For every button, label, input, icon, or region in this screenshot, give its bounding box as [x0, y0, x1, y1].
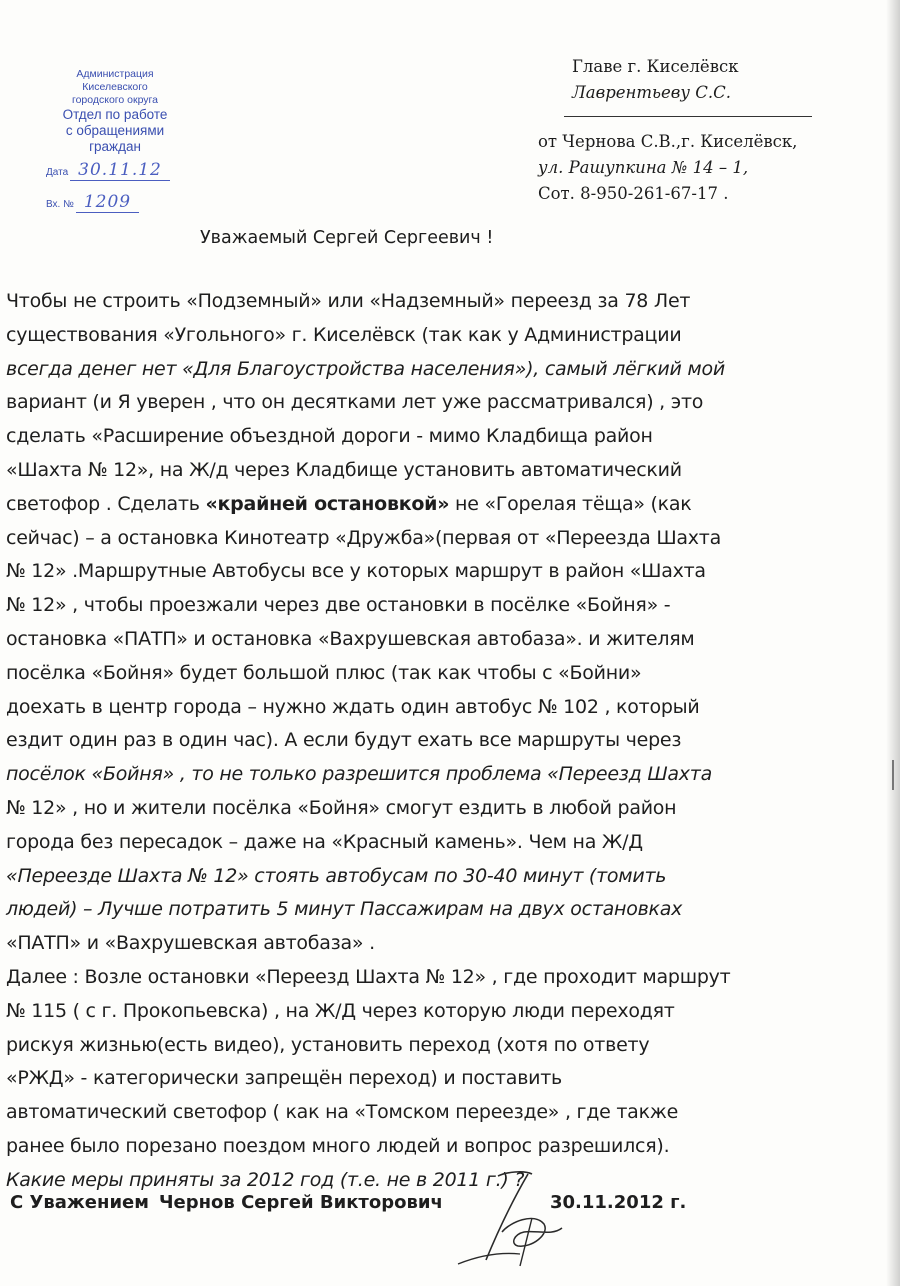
addressee-block — [538, 54, 838, 207]
body-line: посёлка «Бойня» будет большой плюс (так как чтобы с «Бойни» — [6, 661, 642, 684]
body-line: людей) – Лучше потратить 5 минут Пассажирам на двух остановках — [6, 898, 683, 921]
body-line: «Переезде Шахта № 12» стоять автобусам по 30-40 минут (томить — [6, 864, 667, 887]
body-text-run: светофор . Сделать — [6, 492, 206, 515]
closing-name: Чернов Сергей Викторович — [158, 1192, 443, 1213]
stamp-line: городского округа — [71, 94, 158, 106]
sender-phone: Сот. 8-950-261-67-17 . — [538, 184, 729, 203]
stamp-department: с обращениями — [65, 123, 165, 138]
body-line: № 12» .Маршрутные Автобусы все у которых маршрут в район «Шахта — [6, 560, 706, 583]
sender-address: ул. Рашупкина № 14 – 1, — [538, 158, 749, 177]
body-line: «Шахта № 12», на Ж/д через Кладбище установить автоматический — [6, 458, 682, 481]
body-line: Чтобы не строить «Подземный» или «Надземный» переезд за 78 Лет — [6, 290, 691, 312]
salutation: Уважаемый Сергей Сергеевич ! — [200, 228, 494, 248]
stamp-number-row — [46, 192, 196, 212]
body-line: доехать в центр города – нужно ждать один автобус № 102 , который — [6, 695, 700, 718]
body-line: № 12» , чтобы проезжали через две остановки в посёлке «Бойня» - — [6, 594, 671, 617]
stamp-number-label: Вх. № — [46, 199, 74, 210]
body-line: ранее было порезано поездом много людей и вопрос разрешился). — [6, 1134, 670, 1157]
body-line: «ПАТП» и «Вахрушевская автобаза» . — [6, 932, 375, 955]
addressee-line: Главе г. Киселёвск — [572, 57, 739, 76]
body-line: существования «Угольного» г. Киселёвск (так как у Администрации — [6, 323, 682, 346]
stamp-date-value: 30.11.12 — [70, 160, 170, 181]
body-line: города без пересадок – даже на «Красный камень». Чем на Ж/Д — [6, 830, 643, 853]
body-line: ездит один раз в один час). А если будут ехать все маршруты через — [6, 729, 682, 752]
registration-stamp — [40, 68, 190, 218]
body-text-run: не «Горелая тёща» (как — [449, 492, 692, 515]
stamp-date-row — [46, 160, 196, 180]
body-line: «РЖД» - категорически запрещён переход) и поставить — [6, 1067, 563, 1090]
letter-body — [6, 285, 886, 1198]
stamp-department: граждан — [89, 139, 141, 154]
body-line: № 12» , но и жители посёлка «Бойня» смогут ездить в любой район — [6, 796, 677, 819]
body-line: Далее : Возле остановки «Переезд Шахта № 12» , где проходит маршрут — [6, 965, 731, 988]
body-line: сейчас) – а остановка Кинотеатр «Дружба»(первая от «Переезда Шахта — [6, 526, 721, 549]
body-line — [6, 488, 886, 522]
scan-edge-shadow — [886, 0, 900, 1286]
stamp-department: Отдел по работе — [62, 107, 168, 122]
addressee-divider — [564, 116, 812, 117]
addressee-name: Лаврентьеву С.С. — [572, 83, 731, 102]
handwritten-signature — [440, 1168, 580, 1278]
sender-line: от Чернова С.В.,г. Киселёвск, — [538, 132, 798, 151]
body-line: рискуя жизнью(есть видео), установить переход (хотя по ответу — [6, 1033, 650, 1056]
body-line: Какие меры приняты за 2012 год (т.е. не в 2011 г.) ? — [6, 1168, 525, 1191]
body-bold-run: «крайней остановкой» — [205, 492, 450, 515]
stamp-line: Киселевского — [82, 81, 148, 93]
closing-line — [10, 1192, 687, 1213]
scan-artifact — [892, 760, 894, 790]
closing-date: 30.11.2012 г. — [550, 1192, 687, 1213]
body-line: автоматический светофор ( как на «Томском переезде» , где также — [6, 1101, 679, 1124]
closing-regards: С Уважением — [10, 1192, 149, 1213]
body-line: посёлок «Бойня» , то не только разрешится проблема «Переезд Шахта — [6, 763, 712, 786]
body-line: вариант (и Я уверен , что он десятками лет уже рассматривался) , это — [6, 391, 704, 414]
body-line: остановка «ПАТП» и остановка «Вахрушевская автобаза». и жителям — [6, 627, 695, 650]
stamp-number-value: 1209 — [76, 192, 139, 213]
stamp-line: Администрация — [76, 68, 154, 80]
stamp-date-label: Дата — [46, 167, 69, 178]
body-line: всегда денег нет «Для Благоустройства населения»), самый лёгкий мой — [6, 357, 725, 380]
body-line: сделать «Расширение объездной дороги - мимо Кладбища район — [6, 425, 653, 448]
body-line: № 115 ( с г. Прокопьевска) , на Ж/Д через которую люди переходят — [6, 999, 675, 1022]
